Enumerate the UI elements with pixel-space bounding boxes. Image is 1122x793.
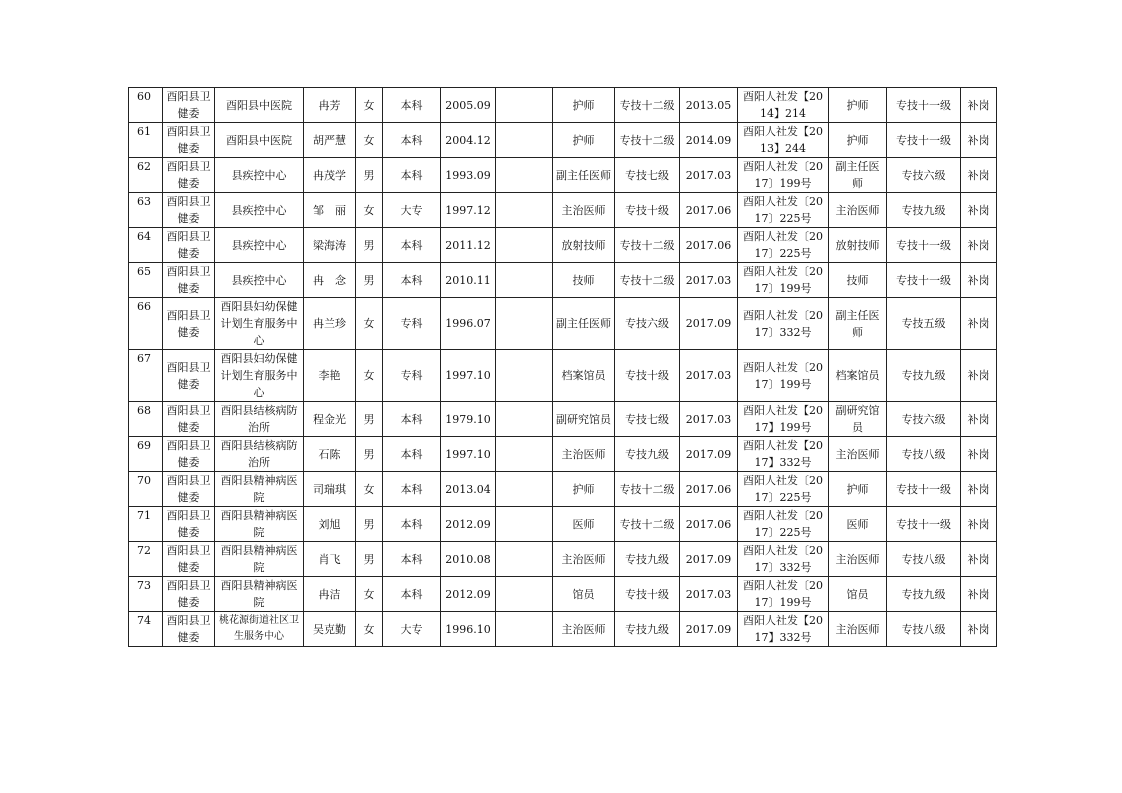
- current-grade-cell: 专技九级: [615, 437, 680, 472]
- gender-cell: 男: [356, 402, 383, 437]
- education-cell: 本科: [383, 123, 441, 158]
- blank-cell: [496, 263, 553, 298]
- name-cell: 司瑞琪: [304, 472, 356, 507]
- work-date-cell: 1996.07: [441, 298, 496, 350]
- gender-cell: 男: [356, 542, 383, 577]
- new-title-cell: 护师: [829, 472, 887, 507]
- blank-cell: [496, 507, 553, 542]
- new-title-cell: 副主任医师: [829, 298, 887, 350]
- table-row: [129, 298, 997, 350]
- blank-cell: [496, 437, 553, 472]
- gender-cell: 女: [356, 193, 383, 228]
- appointment-date-cell: 2014.09: [680, 123, 738, 158]
- appointment-date-cell: 2017.09: [680, 612, 738, 647]
- name-cell: 吴克勤: [304, 612, 356, 647]
- note-cell: 补岗: [961, 350, 997, 402]
- appointment-date-cell: 2017.03: [680, 577, 738, 612]
- name-cell: 邹 丽: [304, 193, 356, 228]
- table-row: [129, 193, 997, 228]
- gender-cell: 女: [356, 612, 383, 647]
- gender-cell: 男: [356, 158, 383, 193]
- new-grade-cell: 专技八级: [887, 612, 961, 647]
- education-cell: 专科: [383, 298, 441, 350]
- education-cell: 本科: [383, 263, 441, 298]
- table-row: [129, 437, 997, 472]
- work-date-cell: 1979.10: [441, 402, 496, 437]
- blank-cell: [496, 577, 553, 612]
- department-cell: 酉阳县卫健委: [163, 88, 215, 123]
- appointment-date-cell: 2017.09: [680, 298, 738, 350]
- current-title-cell: 护师: [553, 123, 615, 158]
- blank-cell: [496, 298, 553, 350]
- row-number: 66: [129, 298, 163, 350]
- note-cell: 补岗: [961, 193, 997, 228]
- gender-cell: 男: [356, 228, 383, 263]
- document-number-cell: 酉阳人社发【2017】332号: [738, 612, 829, 647]
- education-cell: 本科: [383, 542, 441, 577]
- current-title-cell: 副研究馆员: [553, 402, 615, 437]
- new-grade-cell: 专技十一级: [887, 88, 961, 123]
- current-grade-cell: 专技十级: [615, 193, 680, 228]
- gender-cell: 男: [356, 263, 383, 298]
- table-body: [129, 88, 997, 647]
- new-grade-cell: 专技十一级: [887, 123, 961, 158]
- department-cell: 酉阳县卫健委: [163, 298, 215, 350]
- new-title-cell: 副研究馆员: [829, 402, 887, 437]
- table-row: [129, 542, 997, 577]
- name-cell: 冉芳: [304, 88, 356, 123]
- new-grade-cell: 专技五级: [887, 298, 961, 350]
- appointment-date-cell: 2017.09: [680, 542, 738, 577]
- new-title-cell: 主治医师: [829, 542, 887, 577]
- education-cell: 本科: [383, 88, 441, 123]
- current-grade-cell: 专技十级: [615, 350, 680, 402]
- new-grade-cell: 专技九级: [887, 350, 961, 402]
- table-row: [129, 612, 997, 647]
- unit-cell: 酉阳县结核病防治所: [215, 437, 304, 472]
- current-title-cell: 护师: [553, 472, 615, 507]
- appointment-date-cell: 2017.06: [680, 193, 738, 228]
- document-number-cell: 酉阳人社发〔2017〕225号: [738, 472, 829, 507]
- row-number: 70: [129, 472, 163, 507]
- work-date-cell: 2011.12: [441, 228, 496, 263]
- note-cell: 补岗: [961, 437, 997, 472]
- document-number-cell: 酉阳人社发〔2017〕225号: [738, 228, 829, 263]
- document-number-cell: 酉阳人社发〔2017〕199号: [738, 158, 829, 193]
- new-grade-cell: 专技九级: [887, 577, 961, 612]
- gender-cell: 女: [356, 577, 383, 612]
- department-cell: 酉阳县卫健委: [163, 542, 215, 577]
- unit-cell: 酉阳县中医院: [215, 88, 304, 123]
- education-cell: 本科: [383, 507, 441, 542]
- table-row: [129, 228, 997, 263]
- row-number: 69: [129, 437, 163, 472]
- document-number-cell: 酉阳人社发〔2017〕225号: [738, 507, 829, 542]
- current-grade-cell: 专技十二级: [615, 228, 680, 263]
- unit-cell: 酉阳县结核病防治所: [215, 402, 304, 437]
- department-cell: 酉阳县卫健委: [163, 612, 215, 647]
- education-cell: 专科: [383, 350, 441, 402]
- current-title-cell: 主治医师: [553, 193, 615, 228]
- table-row: [129, 472, 997, 507]
- work-date-cell: 2012.09: [441, 507, 496, 542]
- name-cell: 梁海涛: [304, 228, 356, 263]
- current-title-cell: 放射技师: [553, 228, 615, 263]
- blank-cell: [496, 228, 553, 263]
- new-title-cell: 主治医师: [829, 612, 887, 647]
- current-grade-cell: 专技十二级: [615, 263, 680, 298]
- gender-cell: 女: [356, 88, 383, 123]
- current-grade-cell: 专技十级: [615, 577, 680, 612]
- current-title-cell: 馆员: [553, 577, 615, 612]
- note-cell: 补岗: [961, 612, 997, 647]
- unit-cell: 酉阳县中医院: [215, 123, 304, 158]
- work-date-cell: 2005.09: [441, 88, 496, 123]
- current-grade-cell: 专技九级: [615, 612, 680, 647]
- current-title-cell: 技师: [553, 263, 615, 298]
- work-date-cell: 1997.10: [441, 350, 496, 402]
- new-title-cell: 主治医师: [829, 437, 887, 472]
- new-title-cell: 护师: [829, 88, 887, 123]
- new-grade-cell: 专技八级: [887, 437, 961, 472]
- new-grade-cell: 专技十一级: [887, 228, 961, 263]
- row-number: 68: [129, 402, 163, 437]
- appointment-date-cell: 2017.03: [680, 402, 738, 437]
- row-number: 65: [129, 263, 163, 298]
- document-number-cell: 酉阳人社发【2017】199号: [738, 402, 829, 437]
- unit-cell: 桃花源街道社区卫生服务中心: [215, 612, 304, 647]
- table-row: [129, 577, 997, 612]
- new-grade-cell: 专技八级: [887, 542, 961, 577]
- work-date-cell: 1993.09: [441, 158, 496, 193]
- work-date-cell: 2010.08: [441, 542, 496, 577]
- work-date-cell: 1996.10: [441, 612, 496, 647]
- name-cell: 冉 念: [304, 263, 356, 298]
- blank-cell: [496, 158, 553, 193]
- personnel-table: [128, 87, 997, 647]
- name-cell: 程金光: [304, 402, 356, 437]
- unit-cell: 酉阳县妇幼保健计划生育服务中心: [215, 350, 304, 402]
- gender-cell: 男: [356, 437, 383, 472]
- unit-cell: 县疾控中心: [215, 158, 304, 193]
- new-grade-cell: 专技六级: [887, 402, 961, 437]
- unit-cell: 酉阳县精神病医院: [215, 542, 304, 577]
- row-number: 73: [129, 577, 163, 612]
- current-title-cell: 主治医师: [553, 612, 615, 647]
- department-cell: 酉阳县卫健委: [163, 437, 215, 472]
- unit-cell: 酉阳县精神病医院: [215, 577, 304, 612]
- appointment-date-cell: 2017.06: [680, 507, 738, 542]
- name-cell: 胡严慧: [304, 123, 356, 158]
- new-grade-cell: 专技九级: [887, 193, 961, 228]
- department-cell: 酉阳县卫健委: [163, 402, 215, 437]
- document-number-cell: 酉阳人社发〔2017〕199号: [738, 577, 829, 612]
- current-title-cell: 主治医师: [553, 437, 615, 472]
- department-cell: 酉阳县卫健委: [163, 472, 215, 507]
- current-title-cell: 医师: [553, 507, 615, 542]
- department-cell: 酉阳县卫健委: [163, 507, 215, 542]
- document-number-cell: 酉阳人社发【2014】214: [738, 88, 829, 123]
- row-number: 74: [129, 612, 163, 647]
- table-row: [129, 402, 997, 437]
- name-cell: 石陈: [304, 437, 356, 472]
- current-grade-cell: 专技六级: [615, 298, 680, 350]
- note-cell: 补岗: [961, 88, 997, 123]
- department-cell: 酉阳县卫健委: [163, 577, 215, 612]
- name-cell: 冉兰珍: [304, 298, 356, 350]
- row-number: 61: [129, 123, 163, 158]
- education-cell: 本科: [383, 437, 441, 472]
- new-title-cell: 放射技师: [829, 228, 887, 263]
- blank-cell: [496, 402, 553, 437]
- education-cell: 本科: [383, 228, 441, 263]
- row-number: 63: [129, 193, 163, 228]
- note-cell: 补岗: [961, 263, 997, 298]
- department-cell: 酉阳县卫健委: [163, 350, 215, 402]
- current-grade-cell: 专技七级: [615, 402, 680, 437]
- new-title-cell: 馆员: [829, 577, 887, 612]
- unit-cell: 酉阳县精神病医院: [215, 507, 304, 542]
- note-cell: 补岗: [961, 402, 997, 437]
- table-row: [129, 350, 997, 402]
- document-number-cell: 酉阳人社发【2017】332号: [738, 437, 829, 472]
- document-number-cell: 酉阳人社发〔2017〕199号: [738, 350, 829, 402]
- current-grade-cell: 专技七级: [615, 158, 680, 193]
- new-title-cell: 护师: [829, 123, 887, 158]
- note-cell: 补岗: [961, 542, 997, 577]
- document-number-cell: 酉阳人社发〔2017〕225号: [738, 193, 829, 228]
- education-cell: 本科: [383, 577, 441, 612]
- gender-cell: 女: [356, 298, 383, 350]
- blank-cell: [496, 193, 553, 228]
- gender-cell: 女: [356, 472, 383, 507]
- document-number-cell: 酉阳人社发【2013】244: [738, 123, 829, 158]
- blank-cell: [496, 88, 553, 123]
- name-cell: 肖飞: [304, 542, 356, 577]
- row-number: 60: [129, 88, 163, 123]
- department-cell: 酉阳县卫健委: [163, 158, 215, 193]
- work-date-cell: 2012.09: [441, 577, 496, 612]
- current-title-cell: 护师: [553, 88, 615, 123]
- gender-cell: 男: [356, 507, 383, 542]
- table-row: [129, 263, 997, 298]
- work-date-cell: 2004.12: [441, 123, 496, 158]
- name-cell: 冉茂学: [304, 158, 356, 193]
- current-title-cell: 副主任医师: [553, 158, 615, 193]
- current-title-cell: 副主任医师: [553, 298, 615, 350]
- work-date-cell: 1997.12: [441, 193, 496, 228]
- new-grade-cell: 专技六级: [887, 158, 961, 193]
- note-cell: 补岗: [961, 472, 997, 507]
- row-number: 62: [129, 158, 163, 193]
- current-grade-cell: 专技九级: [615, 542, 680, 577]
- document-number-cell: 酉阳人社发〔2017〕199号: [738, 263, 829, 298]
- work-date-cell: 2013.04: [441, 472, 496, 507]
- appointment-date-cell: 2017.06: [680, 228, 738, 263]
- current-grade-cell: 专技十二级: [615, 472, 680, 507]
- row-number: 71: [129, 507, 163, 542]
- education-cell: 本科: [383, 158, 441, 193]
- new-grade-cell: 专技十一级: [887, 472, 961, 507]
- current-title-cell: 档案馆员: [553, 350, 615, 402]
- document-number-cell: 酉阳人社发〔2017〕332号: [738, 542, 829, 577]
- name-cell: 李艳: [304, 350, 356, 402]
- work-date-cell: 1997.10: [441, 437, 496, 472]
- note-cell: 补岗: [961, 123, 997, 158]
- unit-cell: 酉阳县妇幼保健计划生育服务中心: [215, 298, 304, 350]
- education-cell: 大专: [383, 612, 441, 647]
- new-title-cell: 技师: [829, 263, 887, 298]
- blank-cell: [496, 123, 553, 158]
- education-cell: 本科: [383, 472, 441, 507]
- gender-cell: 女: [356, 123, 383, 158]
- document-number-cell: 酉阳人社发〔2017〕332号: [738, 298, 829, 350]
- department-cell: 酉阳县卫健委: [163, 193, 215, 228]
- appointment-date-cell: 2017.03: [680, 350, 738, 402]
- new-title-cell: 副主任医师: [829, 158, 887, 193]
- unit-cell: 酉阳县精神病医院: [215, 472, 304, 507]
- department-cell: 酉阳县卫健委: [163, 228, 215, 263]
- department-cell: 酉阳县卫健委: [163, 123, 215, 158]
- row-number: 67: [129, 350, 163, 402]
- education-cell: 大专: [383, 193, 441, 228]
- work-date-cell: 2010.11: [441, 263, 496, 298]
- table-row: [129, 123, 997, 158]
- table-row: [129, 507, 997, 542]
- new-title-cell: 档案馆员: [829, 350, 887, 402]
- new-grade-cell: 专技十一级: [887, 507, 961, 542]
- unit-cell: 县疾控中心: [215, 263, 304, 298]
- note-cell: 补岗: [961, 507, 997, 542]
- appointment-date-cell: 2017.03: [680, 263, 738, 298]
- new-title-cell: 医师: [829, 507, 887, 542]
- current-grade-cell: 专技十二级: [615, 507, 680, 542]
- new-grade-cell: 专技十一级: [887, 263, 961, 298]
- blank-cell: [496, 612, 553, 647]
- new-title-cell: 主治医师: [829, 193, 887, 228]
- table-row: [129, 158, 997, 193]
- table-row: [129, 88, 997, 123]
- note-cell: 补岗: [961, 228, 997, 263]
- appointment-date-cell: 2017.09: [680, 437, 738, 472]
- row-number: 72: [129, 542, 163, 577]
- note-cell: 补岗: [961, 577, 997, 612]
- appointment-date-cell: 2017.03: [680, 158, 738, 193]
- name-cell: 刘旭: [304, 507, 356, 542]
- department-cell: 酉阳县卫健委: [163, 263, 215, 298]
- note-cell: 补岗: [961, 298, 997, 350]
- current-title-cell: 主治医师: [553, 542, 615, 577]
- row-number: 64: [129, 228, 163, 263]
- current-grade-cell: 专技十二级: [615, 123, 680, 158]
- education-cell: 本科: [383, 402, 441, 437]
- blank-cell: [496, 350, 553, 402]
- unit-cell: 县疾控中心: [215, 193, 304, 228]
- blank-cell: [496, 542, 553, 577]
- note-cell: 补岗: [961, 158, 997, 193]
- blank-cell: [496, 472, 553, 507]
- name-cell: 冉洁: [304, 577, 356, 612]
- unit-cell: 县疾控中心: [215, 228, 304, 263]
- appointment-date-cell: 2017.06: [680, 472, 738, 507]
- gender-cell: 女: [356, 350, 383, 402]
- current-grade-cell: 专技十二级: [615, 88, 680, 123]
- appointment-date-cell: 2013.05: [680, 88, 738, 123]
